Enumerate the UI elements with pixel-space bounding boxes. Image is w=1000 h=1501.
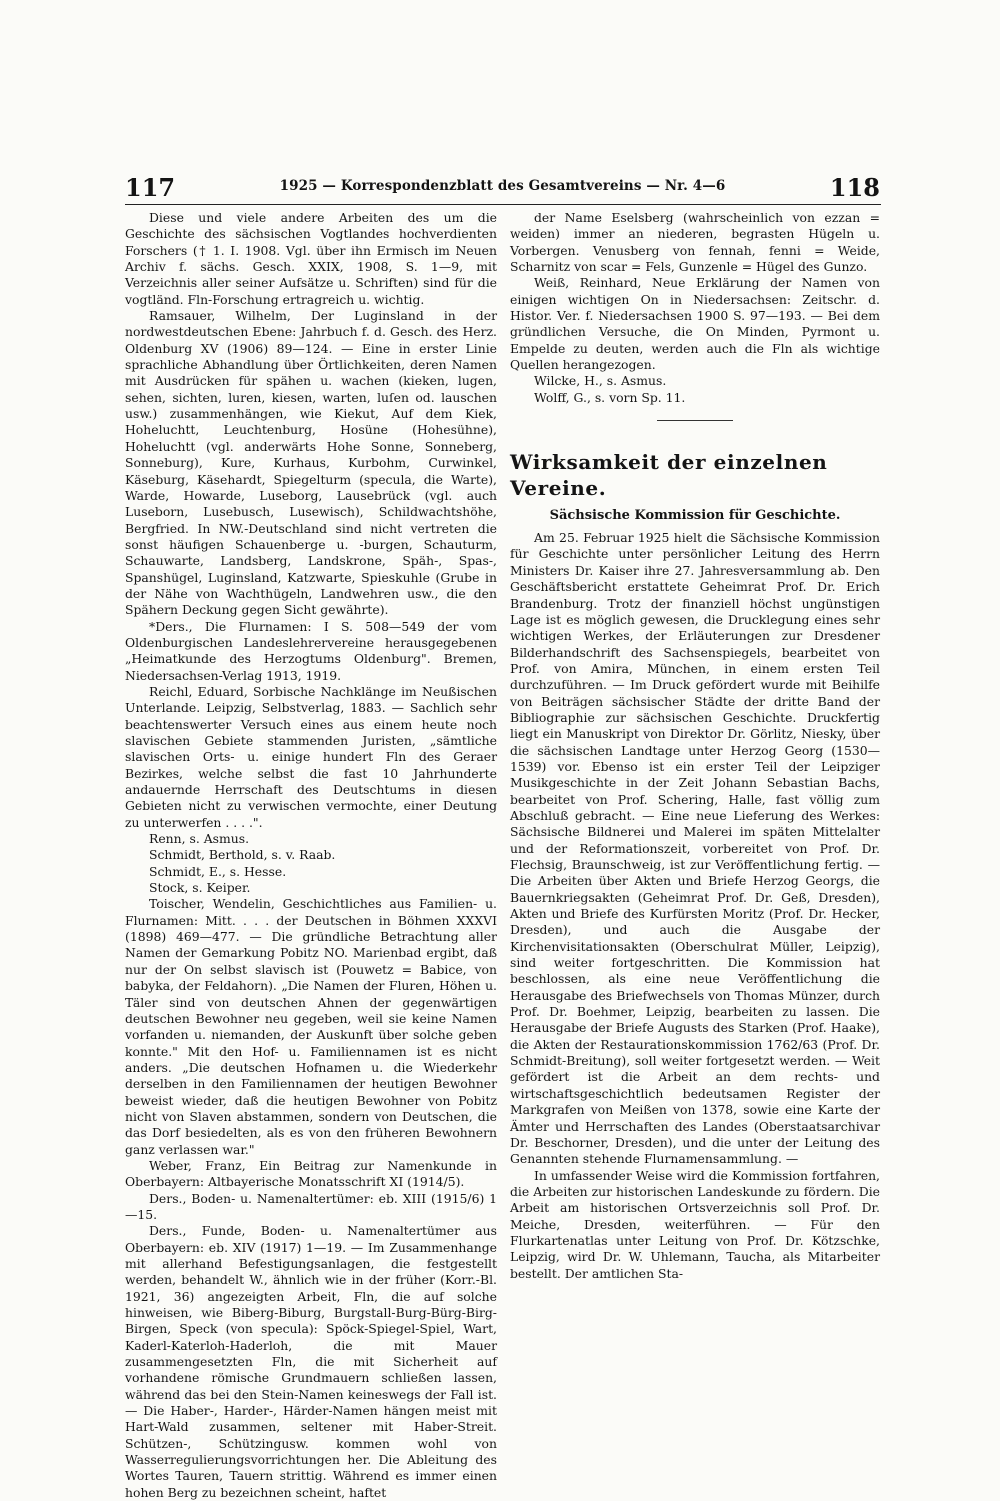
section-heading: Wirksamkeit der einzelnen Vereine. — [510, 450, 828, 501]
paragraph: In umfassender Weise wird die Kommission fortfahren, die Arbeiten zur historischen Landeskunde zu fördern. Die Arbeit am historischen Ortsverzeichnis soll Prof. Dr. Meiche, Dresden, weiterführen. — Für den Flurkartenatlas unter Leitung von Prof. Dr. Kötzschke, Leipzig, wird Dr. W. Uhlemann, Taucha, als Mitarbeiter bestellt. Der amtlichen Sta- — [510, 1167, 880, 1281]
bibliography-entry: Toischer, Wendelin, Geschichtliches aus Familien- u. Flurnamen: Mitt. . . . der Deutschen in Böhmen XXXVI (1898) 469—477. — Die gründliche Betrachtung aller Namen der Gemarkung Pobitz NO. Marienbad ergibt, daß nur der On selbst slavisch ist (Pouwetz = Babice, von babyka, der Feldahorn). „Die Namen der Fluren, Höhen u. Täler sind von deutschen Ahnen der gegenwärtigen deutschen Bewohner neu gegeben, weil sie keine Namen vorfanden u. niemanden, der Auskunft über solche geben konnte." Mit den Hof- u. Familiennamen ist es nicht anders. „Die deutschen Hofnamen u. die Wiederkehr derselben in den Familiennamen der heutigen Bewohner beweist wieder, daß die heutigen Bewohner von Pobitz nicht von Slaven abstammen, sondern von Deutschen, die das Dorf besiedelten, als es von den früheren Bewohnern ganz verlassen war." — [125, 896, 497, 1157]
bibliography-entry: Ramsauer, Wilhelm, Der Luginsland in der nordwestdeutschen Ebene: Jahrbuch f. d. Gesch. des Herz. Oldenburg XV (1906) 89—124. — Eine in erster Linie sprachliche Abhandlung über Örtlichkeiten, deren Namen mit Ausdrücken für spähen u. wachen (kieken, lugen, sehen, sichten, luren, kiesen, warten, luſen od. lauschen usw.) zusammenhängen, wie Kiekut, Auf dem Kiek, Hoheluchtt, Leuchtenburg, Hosüne (Hohesühne), Hoheluchtt (vgl. anderwärts Hohe Sonne, Sonneberg, Sonneburg), Kure, Kurhaus, Kurbohm, Curwinkel, Käseburg, Käsehardt, Spiegelturm (specula, die Warte), Warde, Howarde, Luseborg, Lausebrück (vgl. auch Luseborn, Lusebusch, Lusewisch), Schildwachtshöhe, Bergfried. In NW.-Deutschland sind nicht vertreten die sonst häufigen Schauenberge u. -burgen, Schauturm, Schauwarte, Landsberg, Landskrone, Späh-, Spas-, Spanshügel, Luginsland, Katzwarte, Spieskuhle (Grube in der Nähe von Wachthügeln, Landwehren usw., die den Spähern Deckung gegen Sicht gewährte). — [125, 308, 497, 618]
paragraph: der Name Eselsberg (wahrscheinlich von ezzan = weiden) immer an niederen, begrasten Hügeln u. Vorbergen. Venusberg von fennah, fenni = Weide, Scharnitz von scar = Fels, Gunzenle = Hügel des Gunzo. — [510, 210, 880, 275]
bibliography-entry: Schmidt, Berthold, s. v. Raab. — [149, 847, 336, 863]
section-subheading: Sächsische Kommission für Geschichte. — [549, 508, 841, 524]
left-column — [125, 210, 497, 1501]
right-column — [510, 210, 880, 1282]
bibliography-entry: Schmidt, E., s. Hesse. — [149, 863, 287, 879]
paragraph: Diese und viele andere Arbeiten des um die Geschichte des sächsischen Vogtlandes hochverdienten Forschers († 1. I. 1908. Vgl. über ihn Ermisch im Neuen Archiv f. sächs. Gesch. XXIX, 1908, S. 1—9, mit Verzeichnis aller seiner Aufsätze u. Schriften) sind für die vogtländ. Fln-Forschung ertragreich u. wichtig. — [125, 210, 497, 307]
bibliography-entry: Ders., Boden- u. Namenaltertümer: eb. XIII (1915/6) 1—15. — [125, 1190, 497, 1222]
bibliography-entry: Stock, s. Keiper. — [149, 880, 251, 896]
header-rule — [125, 204, 881, 205]
bibliography-entry: Weber, Franz, Ein Beitrag zur Namenkunde in Oberbayern: Altbayerische Monatsschrift XI (1914/5). — [125, 1157, 497, 1190]
bibliography-entry: Weiß, Reinhard, Neue Erklärung der Namen von einigen wichtigen On in Niedersachsen: Zeitschr. d. Histor. Ver. f. Niedersachsen 1900 S. 97—193. — Bei dem gründlichen Versuche, die On Minden, Pyrmont u. Empelde zu deuten, werden auch die Fln als wichtige Quellen herangezogen. — [510, 275, 880, 373]
bibliography-entry: Reichl, Eduard, Sorbische Nachklänge im Neußischen Unterlande. Leipzig, Selbstverlag, 1883. — Sachlich sehr beachtenswerter Versuch eines aus einem heute noch slavischen Gebiete stammenden Juristen, „sämtliche slavischen Orts- u. einige hundert Fln des Geraer Bezirkes, welche selbst die fast 10 Jahrhunderte andauernde Herrschaft des Deutschtums in diesen Gebieten nicht zu verwischen vermochte, einer Deutung zu unterwerfen . . . .". — [125, 683, 497, 830]
bibliography-entry: Ders., Funde, Boden- u. Namenaltertümer aus Oberbayern: eb. XIV (1917) 1—19. — Im Zusammenhange mit allerhand Befestigungsanlagen, die festgestellt werden, behandelt W., ähnlich wie in der früher (Korr.-Bl. 1921, 36) angezeigten Arbeit, Fln, die auf solche hinweisen, wie Biberg-Biburg, Burgstall-Burg-Bürg-Birg-Birgen, Speck (von specula): Spöck-Spiegel-Spiel, Wart, Kaderl-Katerloh-Haderloh, die mit Mauer zusammengesetzten Fln, die mit Sicherheit auf vorhandene römische Grundmauern schließen lassen, während das bei den Stein-Namen keineswegs der Fall ist. — Die Haber-, Harder-, Härder-Namen hängen meist mit Hart-Wald zusammen, seltener mit Haber-Streit. Schützen-, Schützingusw. kommen wohl von Wasserregulierungsvorrichtungen her. Die Ableitung des Wortes Tauren, Tauern strittig. Während es immer einen hohen Berg zu bezeichnen scheint, haftet — [125, 1223, 497, 1500]
section-divider — [657, 420, 733, 421]
bibliography-entry: Wolff, G., s. vorn Sp. 11. — [534, 389, 686, 405]
page-number-right: 118 — [829, 173, 880, 202]
bibliography-entry: *Ders., Die Flurnamen: I S. 508—549 der vom Oldenburgischen Landeslehrervereine herausgegebenen „Heimatkunde des Herzogtums Oldenburg". Bremen, Niedersachsen-Verlag 1913, 1919. — [125, 618, 497, 683]
bibliography-entry: Renn, s. Asmus. — [149, 831, 250, 847]
paragraph: Am 25. Februar 1925 hielt die Sächsische Kommission für Geschichte unter persönlicher Leitung des Herrn Ministers Dr. Kaiser ihre 27. Jahresversammlung ab. Den Geschäftsbericht erstattete Geheimrat Prof. Dr. Erich Brandenburg. Trotz der finanziell höchst ungünstigen Lage ist es möglich gewesen, die Drucklegung eines sehr wichtigen Werkes, der Erläuterungen zur Dresdener Bilderhandschrift des Sachsenspiegels, bearbeitet von Prof. von Amira, München, in einem ersten Teil durchzuführen. — Im Druck gefördert wurde mit Beihilfe von Beiträgen sächsischer Städte der dritte Band der Bibliographie zur sächsischen Geschichte. Druckfertig liegt ein Manuskript von Direktor Dr. Görlitz, Niesky, über die sächsischen Landtage unter Herzog Georg (1530—1539) vor. Ebenso ist ein erster Teil der Leipziger Musikgeschichte in der Zeit Johann Sebastian Bachs, bearbeitet von Prof. Schering, Halle, fast völlig zum Abschluß gebracht. — Eine neue Lieferung des Werkes: Sächsische Bildnerei und Malerei im späten Mittelalter und der Reformationszeit, vorbereitet von Prof. Dr. Flechsig, Braunschweig, ist zur Veröffentlichung fertig. — Die Arbeiten über Akten und Briefe Herzog Georgs, die Bauernkriegsakten (Geheimrat Prof. Dr. Geß, Dresden), Akten und Briefe des Kurfürsten Moritz (Prof. Dr. Hecker, Dresden), und auch die Ausgabe der Kirchenvisitationsakten (Oberschulrat Müller, Leipzig), sind weiter fortgeschritten. Die Kommission hat beschlossen, als eine neue Veröffentlichung die Herausgabe des Briefwechsels von Thomas Münzer, durch Prof. Dr. Boehmer, Leipzig, bearbeiten zu lassen. Die Herausgabe der Briefe Augusts des Starken (Prof. Haake), die Akten der Restaurationskommission 1762/63 (Prof. Dr. Schmidt-Breitung), soll weiter fortgesetzt werden. — Weit gefördert ist die Arbeit an dem rechts- und wirtschaftsgeschichtlich bedeutsamen Register der Markgrafen von Meißen von 1378, sowie eine Karte der Ämter und Herrschaften des Landes (Oberstaatsarchivar Dr. Beschorner, Dresden), und die unter der Leitung des Genannten stehende Flurnamensammlung. — — [510, 530, 880, 1167]
bibliography-entry: Wilcke, H., s. Asmus. — [534, 373, 667, 389]
page-header — [125, 173, 880, 201]
page-number-left: 117 — [125, 173, 176, 202]
running-title: 1925 — Korrespondenzblatt des Gesamtvereins — Nr. 4—6 — [279, 178, 726, 194]
